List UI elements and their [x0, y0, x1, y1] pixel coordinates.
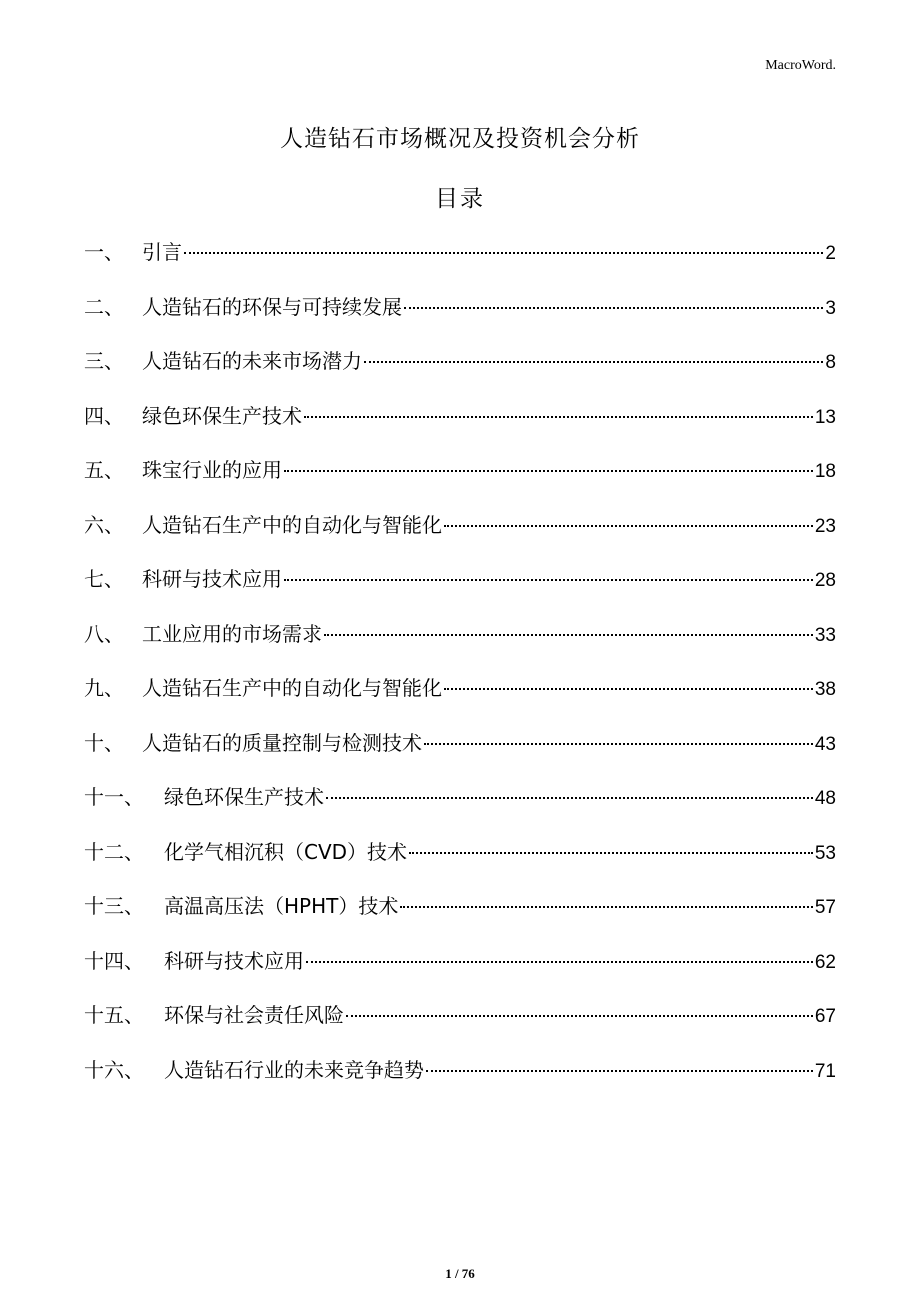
- toc-leader-dots: [364, 361, 823, 363]
- toc-entry-page: 33: [814, 624, 836, 646]
- toc-entry-number: 十一、: [84, 785, 144, 809]
- toc-leader-dots: [284, 470, 813, 472]
- toc-entry[interactable]: [84, 618, 836, 673]
- toc-entry-number: 八、: [84, 621, 124, 646]
- toc-entry-page: 67: [814, 1006, 836, 1027]
- page-indicator: 1 / 76: [445, 1266, 475, 1281]
- toc-entry-page: 57: [814, 897, 836, 918]
- toc-entry[interactable]: [84, 400, 836, 455]
- toc-entry[interactable]: [84, 236, 836, 291]
- toc-entry-label: 高温高压法（HPHT）技术: [164, 894, 399, 918]
- toc-leader-dots: [324, 634, 813, 636]
- toc-entry-page: 43: [814, 733, 836, 755]
- toc-entry-page: 53: [814, 842, 836, 864]
- toc-entry-label: 人造钻石的环保与可持续发展: [142, 294, 402, 319]
- toc-entry[interactable]: [84, 1054, 836, 1109]
- toc-entry[interactable]: [84, 291, 836, 346]
- toc-entry-number: 六、: [84, 512, 124, 537]
- toc-leader-dots: [424, 743, 813, 745]
- toc-entry-label: 引言: [142, 240, 182, 264]
- toc-heading: 目录: [435, 186, 485, 212]
- header-brand: MacroWord.: [765, 58, 836, 73]
- toc-entry[interactable]: [84, 781, 836, 836]
- toc-entry-number: 十二、: [84, 839, 144, 864]
- toc-entry-number: 十五、: [84, 1003, 144, 1027]
- toc-entry-number: 十、: [84, 730, 124, 755]
- toc-leader-dots: [426, 1070, 813, 1072]
- toc-entry-label: 化学气相沉积（CVD）技术: [164, 839, 408, 864]
- toc-entry[interactable]: [84, 509, 836, 564]
- toc-entry-number: 十六、: [84, 1057, 144, 1082]
- toc-entry-label: 人造钻石的未来市场潜力: [142, 349, 362, 373]
- toc-entry-number: 七、: [84, 567, 124, 591]
- toc-entry-number: 五、: [84, 458, 124, 482]
- toc-entry[interactable]: [84, 345, 836, 400]
- toc-entry-page: 3: [825, 297, 836, 319]
- toc-leader-dots: [346, 1015, 813, 1017]
- toc-entry-label: 科研与技术应用: [142, 567, 282, 591]
- toc-entry-page: 71: [814, 1060, 836, 1082]
- toc-entry[interactable]: [84, 999, 836, 1054]
- toc-entry-page: 2: [825, 243, 836, 264]
- toc-entry[interactable]: [84, 890, 836, 945]
- toc-entry-number: 十三、: [84, 894, 144, 918]
- toc-entry-number: 三、: [84, 349, 124, 373]
- toc-entry-label: 人造钻石的质量控制与检测技术: [142, 730, 422, 755]
- toc-leader-dots: [409, 852, 813, 854]
- toc-entry-page: 13: [814, 406, 836, 428]
- toc-leader-dots: [284, 579, 813, 581]
- toc-entry[interactable]: [84, 563, 836, 618]
- toc-leader-dots: [184, 252, 823, 254]
- toc-entry-page: 18: [814, 461, 836, 482]
- toc-leader-dots: [444, 688, 813, 690]
- toc-entry-page: 48: [814, 788, 836, 809]
- toc-entry-page: 8: [825, 352, 836, 373]
- toc-entry-label: 科研与技术应用: [164, 948, 304, 973]
- toc-leader-dots: [304, 416, 813, 418]
- toc-entry-page: 62: [814, 951, 836, 973]
- document-title: 人造钻石市场概况及投资机会分析: [280, 126, 640, 152]
- toc-entry-page: 38: [814, 679, 836, 700]
- toc-entry-label: 人造钻石生产中的自动化与智能化: [142, 512, 442, 537]
- toc-entry-number: 一、: [84, 240, 124, 264]
- toc-entry-label: 珠宝行业的应用: [142, 458, 282, 482]
- toc-entry-number: 十四、: [84, 948, 144, 973]
- toc-leader-dots: [404, 307, 823, 309]
- toc-entry[interactable]: [84, 727, 836, 782]
- toc-entry-label: 人造钻石行业的未来竞争趋势: [164, 1057, 424, 1082]
- toc-entry-page: 23: [814, 515, 836, 537]
- toc-entry-number: 四、: [84, 403, 124, 428]
- toc-entry[interactable]: [84, 454, 836, 509]
- toc-leader-dots: [444, 525, 813, 527]
- toc-entry-label: 人造钻石生产中的自动化与智能化: [142, 676, 442, 700]
- toc-entry-label: 绿色环保生产技术: [142, 403, 302, 428]
- toc-entry-label: 环保与社会责任风险: [164, 1003, 344, 1027]
- toc-leader-dots: [306, 961, 813, 963]
- table-of-contents: [84, 236, 836, 1108]
- toc-entry-page: 28: [814, 570, 836, 591]
- toc-leader-dots: [400, 906, 813, 908]
- toc-entry-number: 九、: [84, 676, 124, 700]
- toc-leader-dots: [326, 797, 813, 799]
- toc-entry[interactable]: [84, 836, 836, 891]
- toc-entry[interactable]: [84, 945, 836, 1000]
- toc-entry-label: 绿色环保生产技术: [164, 785, 324, 809]
- toc-entry-label: 工业应用的市场需求: [142, 621, 322, 646]
- toc-entry[interactable]: [84, 672, 836, 727]
- toc-entry-number: 二、: [84, 294, 124, 319]
